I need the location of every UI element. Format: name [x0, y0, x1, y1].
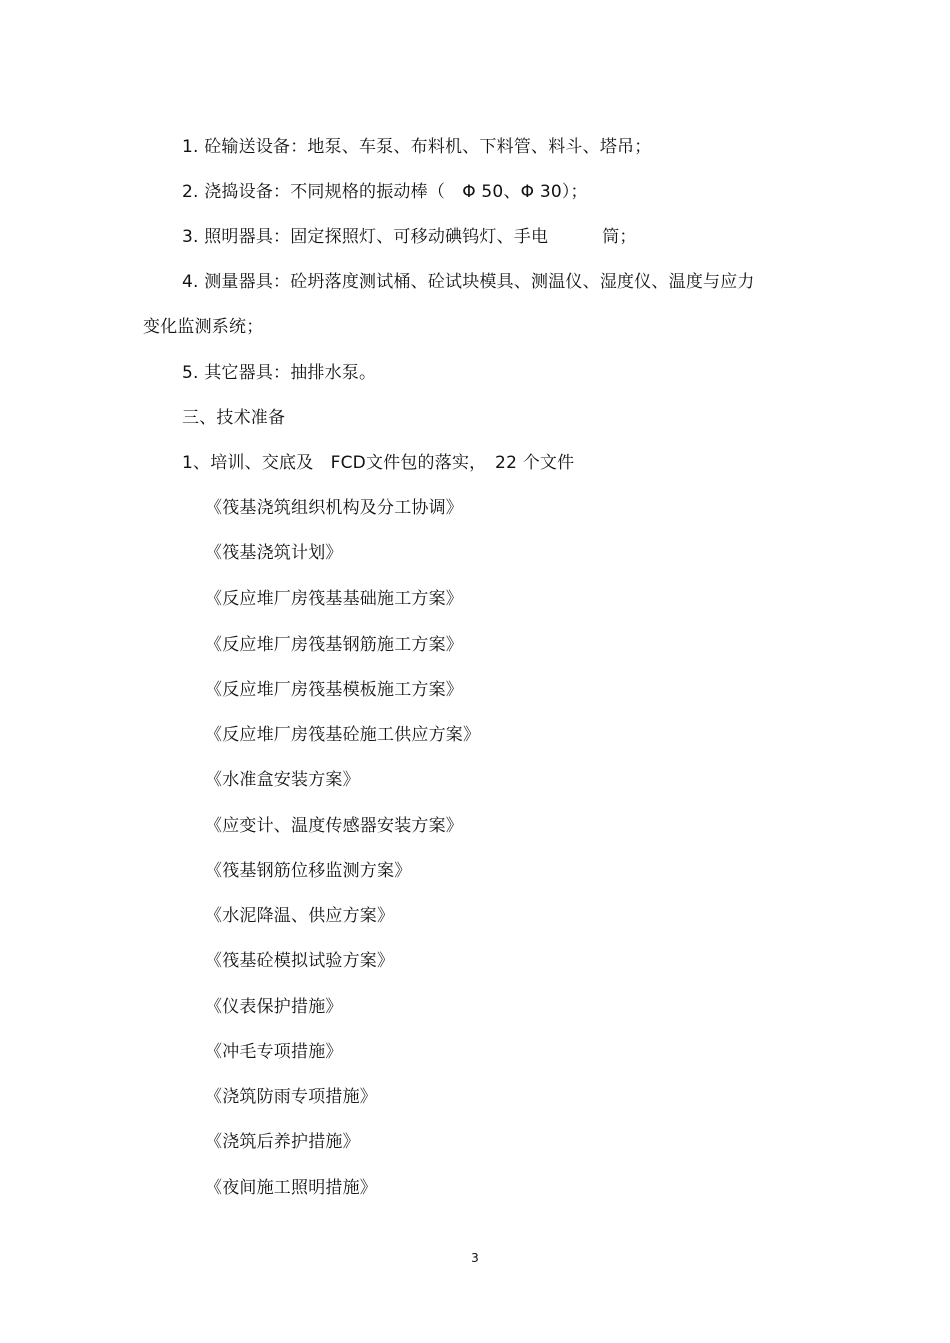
- section-heading-technical-preparation: 三、技术准备: [182, 408, 286, 428]
- equipment-item-lighting-part1: 3. 照明器具：固定探照灯、可移动碘钨灯、手电: [182, 227, 549, 247]
- document-title: 《反应堆厂房筏基模板施工方案》: [205, 680, 463, 700]
- document-title: 《反应堆厂房筏基钢筋施工方案》: [205, 635, 463, 655]
- equipment-item-other: 5. 其它器具：抽排水泵。: [182, 363, 377, 383]
- page-number: 3: [471, 1251, 479, 1265]
- document-title: 《应变计、温度传感器安装方案》: [205, 816, 463, 836]
- equipment-item-lighting: [182, 226, 637, 248]
- document-title: 《浇筑防雨专项措施》: [205, 1087, 377, 1107]
- equipment-item-vibrators: 2. 浇捣设备：不同规格的振动棒（ Φ 50、Φ 30）；: [182, 182, 588, 202]
- document-title: 《浇筑后养护措施》: [205, 1132, 360, 1152]
- document-title: 《冲毛专项措施》: [205, 1042, 343, 1062]
- document-title: 《水准盒安装方案》: [205, 770, 360, 790]
- document-title: 《水泥降温、供应方案》: [205, 906, 395, 926]
- equipment-item-measurement-line1: 4. 测量器具：砼坍落度测试桶、砼试块模具、测温仪、湿度仪、温度与应力: [182, 272, 755, 292]
- document-title: 《反应堆厂房筏基基础施工方案》: [205, 589, 463, 609]
- equipment-item-measurement-line2: 变化监测系统；: [143, 317, 264, 337]
- document-title: 《筏基钢筋位移监测方案》: [205, 861, 412, 881]
- document-title: 《反应堆厂房筏基砼施工供应方案》: [205, 725, 481, 745]
- document-title: 《仪表保护措施》: [205, 997, 343, 1017]
- document-title: 《筏基浇筑计划》: [205, 543, 343, 563]
- document-title: 《夜间施工照明措施》: [205, 1178, 377, 1198]
- equipment-item-concrete-transport: 1. 砼输送设备：地泵、车泵、布料机、下料管、料斗、塔吊；: [182, 137, 652, 157]
- subsection-training-fcd: 1、培训、交底及 FCD文件包的落实， 22 个文件: [182, 453, 575, 473]
- equipment-item-lighting-part2: 筒；: [602, 227, 637, 247]
- document-title: 《筏基浇筑组织机构及分工协调》: [205, 498, 463, 518]
- document-title: 《筏基砼模拟试验方案》: [205, 951, 395, 971]
